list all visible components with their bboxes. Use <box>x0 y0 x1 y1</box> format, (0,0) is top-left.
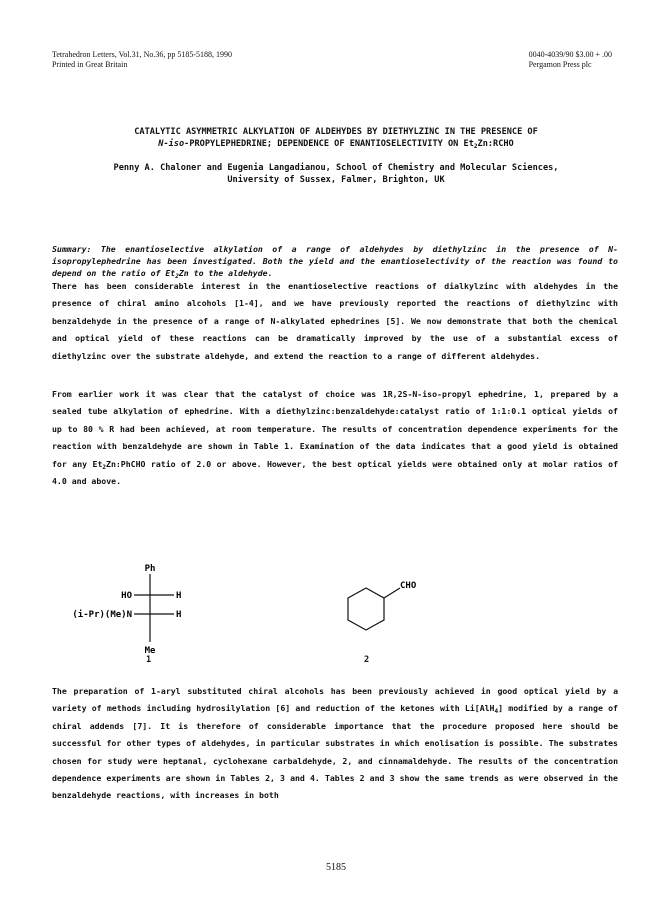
struct1-h2: H <box>176 610 182 620</box>
p3-text: The preparation of 1-aryl substituted chiral alcohols has been previously achieved in good optical yield by a variety of methods including hydrosilylation [6] and reduction of the ketones with Li[AlH <box>52 686 618 714</box>
title-prefix: N-iso- <box>158 139 190 149</box>
compound-number-2: 2 <box>364 655 370 665</box>
journal-citation: Tetrahedron Letters, Vol.31, No.36, pp 5185-5188, 1990 <box>52 50 233 59</box>
body-paragraph-2 <box>52 386 618 490</box>
struct1-ho: HO <box>121 591 132 601</box>
author-line-1: Penny A. Chaloner and Eugenia Langadianou, School of Chemistry and Molecular Sciences, <box>113 163 559 173</box>
author-block <box>40 162 632 186</box>
article-title <box>40 126 632 150</box>
abstract <box>52 243 618 279</box>
title-tail: Zn:RCHO <box>477 139 514 149</box>
abstract-text-end: Zn to the aldehyde. <box>178 268 273 278</box>
struct1-top: Ph <box>144 564 156 574</box>
p3-sub: 4 <box>494 708 499 716</box>
p2-sub: 2 <box>102 463 107 471</box>
struct1-h1: H <box>176 591 182 601</box>
abstract-sub: 2 <box>175 273 179 280</box>
page-number: 5185 <box>326 862 346 873</box>
p2-text-end: Zn:PhCHO ratio of 2.0 or above. However, the best optical yields were obtained only at molar ratios of 4.0 and above. <box>52 458 619 487</box>
compound-number-1: 1 <box>146 655 152 665</box>
printed-in: Printed in Great Britain <box>52 60 128 69</box>
title-line-2 <box>40 138 632 150</box>
body-paragraph-1: There has been considerable interest in the enantioselective reactions of dialkylzinc with aldehydes in the presence of chiral amino alcohols [1-4], and we have previously reported the reactions of diethylzinc with benzaldehyde in the presence of a range of N-alkylated ephedrines [5]. We now demonstrate that both the chemical and optical yield of these reactions can be dramatically improved by the use of a substantial excess of diethylzinc over the substrate aldehyde, and extend the reaction to a range of different aldehydes. <box>52 281 618 361</box>
author-line-2: University of Sussex, Falmer, Brighton, UK <box>227 175 445 185</box>
abstract-text: The enantioselective alkylation of a range of aldehydes by diethylzinc in the presence of N-isopropylephedrine has been investigated. Both the yield and the enantioselectivity of the reaction was found to depend on the ratio of Et <box>52 244 618 278</box>
title-sub: 2 <box>473 143 478 150</box>
price-code: 0040-4039/90 $3.00 + .00 <box>528 50 612 59</box>
structure-2-cyclohexane-carbaldehyde <box>320 578 440 678</box>
title-rest: PROPYLEPHEDRINE; DEPENDENCE OF ENANTIOSELECTIVITY ON Et <box>189 139 474 149</box>
struct1-amine: (i-Pr)(Me)N <box>72 610 132 620</box>
abstract-label: Summary: <box>52 244 92 254</box>
title-line-1: CATALYTIC ASYMMETRIC ALKYLATION OF ALDEHYDES BY DIETHYLZINC IN THE PRESENCE OF <box>134 127 538 137</box>
struct1-bottom: Me <box>144 646 156 656</box>
journal-header-left <box>52 50 232 70</box>
journal-header-right <box>529 50 612 70</box>
body-paragraph-3 <box>52 683 618 805</box>
struct2-cho: CHO <box>400 581 417 591</box>
publisher: Pergamon Press plc <box>528 60 592 69</box>
p3-text-end: ] modified by a range of chiral addends [7]. It is therefore of considerable importance that the procedure proposed here should be successful for other types of aldehydes, in particular substrates in which enolisation is possible. The substrates chosen for study were heptanal, cyclohexane carbaldehyde, 2, and cinnamaldehyde. The results of the concentration dependence experiments are shown in Tables 2, 3 and 4. Tables 2 and 3 show the same trends as were observed in the benzaldehyde reactions, with increases in both <box>52 703 618 801</box>
p2-text: From earlier work it was clear that the catalyst of choice was 1R,2S-N-iso-propyl ephedrine, 1, prepared by a sealed tube alkylation of ephedrine. With a diethylzinc:benzaldehyde:catalyst ratio of 1:1:0.1 optical yields of up to 80 % R had been achieved, at room temperature. The results of concentration dependence experiments for the reaction with benzaldehyde are shown in Table 1. Examination of the data indicates that a good yield is obtained for any Et <box>52 389 618 469</box>
